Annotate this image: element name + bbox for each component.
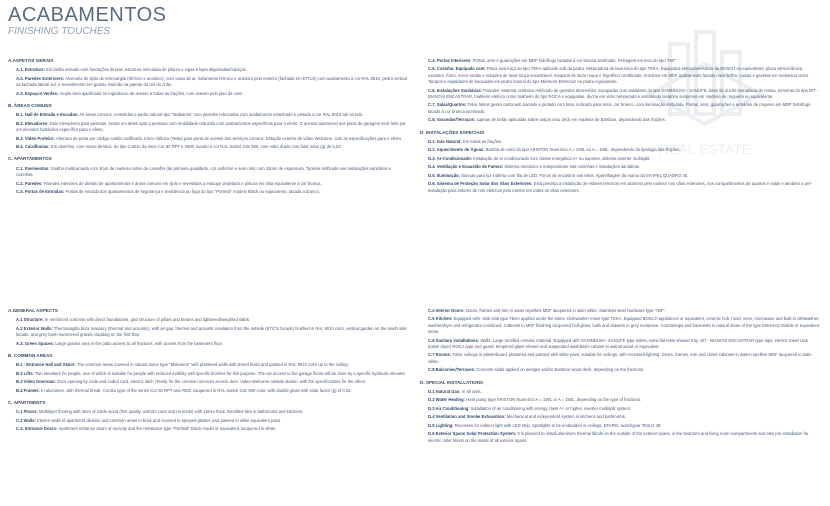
spec-item-text: Heat pump type ARISTON Nuos Evo A = 100L or A = 150L, depending on the type of fractions. (466, 397, 642, 403)
spec-item-text: Lajetas de betão aplicadas sobre calços e/ou deck em madeira de Bamboo, dependendo das frações. (476, 117, 666, 123)
spec-item-text: Multilayer flooring with 3mm of noble wood (first quality, uniform color and no knots) with 15mm thick. Rectified tiles in bathrooms and kitchens. (39, 409, 304, 415)
spec-item (420, 66, 820, 85)
spec-item (8, 341, 408, 347)
spec-item-label: C.1 Floors: (16, 409, 38, 415)
spec-item-text: Two elevators for people, one of which is suitable for people with reduced mobility with specific finishes for this purpose. The car access to the garage floors will be done by a specific hydraulic elevator. (35, 370, 406, 376)
spec-item (420, 117, 820, 123)
spec-item (420, 147, 820, 153)
spec-item (8, 112, 408, 118)
spec-item-text: Instalação de ar condicionado com classe energética A+ ou superior, sistema inverter multisplit. (473, 155, 651, 161)
spec-item (420, 367, 820, 373)
spec-item-label: D.1. Gás Natural: (428, 139, 462, 145)
spec-item-text: Bomba de calor do tipo ARISTON Nuos Evo A = 100L ou A = 150L, dependendo da tipologia das frações. (485, 147, 681, 153)
spec-item-text: In all units. (461, 389, 482, 395)
spec-item-text: Sistema mecânico e independente nas cozinhas e instalações sanitárias. (504, 164, 641, 170)
spec-item-label: A.2 Exterior Walls: (16, 325, 53, 331)
spec-item (8, 379, 408, 385)
spec-item-text: Large garden area in the patio access to all fractions, with access from the basement floor. (55, 340, 223, 346)
spec-item-text: Em todas as frações. (462, 139, 503, 145)
page-title: ACABAMENTOS (8, 4, 167, 26)
spec-item (8, 181, 408, 187)
spec-item-label: B.4 Frames: (16, 387, 40, 393)
spec-item-text: The common areas covered in natural stone type "Moleanos" with plastered walls with tinned finish and painted in RAL 9010 color up to the ceiling. (76, 362, 349, 368)
spec-item (8, 76, 408, 89)
spec-item-text: Thermoargilla brick masonry (thermal and acoustic), with air gap, thermal and acoustic insulation from the outside (ETICS facade) finished in RAL 9010 color, vertical garden on the south side facade, and grey bush-hammered granite cladding on the first floor. (16, 325, 407, 338)
spec-item (8, 409, 408, 415)
spec-item-text: Walls: Large rectified ceramic material. Equipped with SANINDUSA- SANLIFE type toilets, extra flat resin shower tray, WT - BIANCHI ENCASTRAR type taps, electric towel rack (towel dryer) ROCA type and guard, tempered glass shower and suspended washbasin cabinet in walnut wood or equivalent. (428, 337, 808, 350)
spec-item-label: C.5. Cozinha: Equipada com: (428, 66, 486, 72)
spec-item-text: Alvenaria de tijolo de termoargila (térmico e acústico), com caixa de ar, isolamento térmico e acústico pelo exterior (fachada em ETICS) com acabamento a cor RAL 9010, pedra vertical na fachada lateral sul, e revestimento em granito inserido na parede do rés do chão. (16, 75, 408, 88)
spec-item-label: D.5. Iluminação: (428, 172, 461, 178)
spec-item-text: Placa lava loiça do tipo TEKA aplicado sob da pedra. Misturadora de lava loiça do tipo TEKA. Equipados eletrodomésticos da BOSCH ou equivalente, placa vitrocerâmica, exaustor, forno, micro-ondas e máquina de lavar louça encastrável, máquina de lavar roupa e frigorífico combinado. Armários em MDF acabamento lacado meio-brilho, caixas e gavetas em melamina cinza. Tampos e espaldares de bancadas em pedra natural do tipo Mármore Estremoz ou pedra equivalente. (428, 66, 810, 85)
spec-item-label: D.2 Water Heating: (428, 397, 466, 403)
spec-item (8, 317, 408, 323)
portuguese-left-column (8, 58, 408, 198)
spec-item-text: Paredes: Material cerâmico retificado de grandes dimensões. Equipadas com sanitários do tipo SANINDUSA - SANLIFE, base de duche extraplana de resina, torneiras do tipo WT - BIANCHI ENCASTRAR, toalheiro elétrico como toalheiro do tipo ROCA e equipadas, duche em vidro temperado e armário de lavatório suspenso em madeira de nogueira ou equivalente. (428, 87, 819, 100)
spec-item-label: D.1 Natural Gas: (428, 389, 461, 395)
spec-item-text: Doors, frames and trim in water repellent MDF lacquered in satin white. Stainless steel hardware type "INF". (465, 308, 666, 313)
spec-item-text: As áreas comuns, revestidas a pedra natural tipo "Moleanos" com paredes rebocadas com acabamento estanhado e pintado a cor RAL 9010 até ao teto. (79, 112, 364, 118)
spec-item-label: B.2 Lifts: (16, 370, 34, 376)
spec-item-text: Paredes interiores de divisão de apartamentos e áreas comuns em tijolo e revestidas a estuque projetado e pintura em tinta equivalente à cor branca. (43, 180, 322, 186)
spec-item (420, 423, 820, 429)
english-right-column (420, 308, 820, 446)
spec-item (420, 397, 820, 403)
spec-item-label: A.1 Structure: (16, 317, 44, 323)
spec-item (8, 362, 408, 368)
spec-item-text: False ceilings in plasterboard, plastered and painted with white paint, suitable for ceilings, with recessed lighting. Doors, frames, trim and closet cabinets in water repellent MDF lacquered in satin white. (428, 352, 812, 364)
spec-item-label: D.2. Aquecimento de Águas: (428, 147, 485, 153)
spec-item (420, 181, 820, 194)
spec-item-label: A.2. Paredes Exteriores: (16, 75, 65, 81)
spec-item-label: C.7 Rooms: (428, 352, 452, 358)
spec-item-label: D.5 Lighting: (428, 422, 454, 428)
spec-item-text: Soalho multicamada com 3mm de madeira nobre de carvalho (de primeira qualidade, cor uniforme e sem nós) com 15mm de espessura. Tijoleira retificada nas instalações sanitárias e cozinhas. (16, 165, 392, 178)
spec-item (420, 352, 820, 365)
spec-item (420, 316, 820, 335)
spec-item (8, 144, 408, 150)
spec-item-label: C.6. Instalações Sanitárias: (428, 87, 483, 93)
spec-item-label: B.3. Vídeo Porteiro: (16, 135, 55, 141)
spec-item (420, 308, 820, 314)
watermark-brand: REAL ESTATE (658, 141, 752, 157)
spec-item-text: Equipped with: Sink sink type TEKA applied under the stone. Dishwasher mixer type TEKA. Equipped BOSCH appliances or equivalent, ceramic hob, hood, oven, microwave and built-in dishwasher, washer/dryer and refrigerator combined. Cabinets in MDF finishing lacquered half-gloss, hulls and drawers in grey melamine. Countertops and backrests in natural stone of the type Estremoz Marble or equivalent stone. (428, 316, 820, 335)
spec-item-text: Apartment entrance doors of security and fire resistance type "Portinal" Block model or equivalent, lacquered in white. (58, 426, 277, 432)
spec-item-text: In aluminum, with thermal break, Cortizo type of the series Cor 60 RPT and #500, lacquered in RAL Satiné Gris 900 color, with double glass with solar factor (g) of 0.23. (41, 387, 352, 393)
spec-item-label: C.8 Balconies/Terraces: (428, 367, 476, 373)
spec-item (420, 389, 820, 395)
spec-item-text: Está prevista a instalação de estores térmicos em alumínio pelo exterior nos vãos exteriores, nos compartimentos de quartos e salas e também a pré-instalação para estores de rolo elétricos pelo interior em todos os vãos exteriores. (428, 181, 813, 193)
spec-item (8, 418, 408, 424)
spec-item (8, 136, 408, 142)
spec-item (420, 102, 820, 115)
spec-item-label: D.4. Ventilação e Exaustão de Fumos: (428, 164, 504, 170)
spec-item (420, 139, 820, 145)
section-heading: C. APARTAMENTOS (8, 156, 52, 162)
spec-item (8, 388, 408, 394)
spec-item-text: Em alumínio, com rutura térmica, do tipo Cortizo da serie Cor 60 RPT e #500, lacado a cor RAL Satiné Gris 900, com vidro duplo com fator solar (g) de 0,23. (50, 144, 342, 150)
spec-item-label: C.6 Sanitary installations: (428, 337, 480, 343)
spec-item-label: A.1. Estrutura: (16, 67, 45, 73)
spec-item-label: C.3. Portas de Entradas: (16, 189, 65, 195)
spec-item (420, 431, 820, 444)
spec-item (420, 406, 820, 412)
spec-item-label: A.3. Green Spaces: (16, 340, 55, 346)
spec-item-text: Amplo área ajardinada no logradouro de acesso a todas as frações, com acesso pelo piso da cave. (59, 90, 244, 96)
spec-item-label: C.1. Pavimentos: (16, 165, 50, 171)
spec-item-label: D.4 Ventilation and Smoke Exhaustion: (428, 414, 506, 420)
spec-item-label: C.2 Walls: (16, 417, 36, 423)
spec-item-label: C.4. Portas Interiores: (428, 58, 472, 63)
spec-item-text: Recesses for indirect light with LED strip. Spotlights to be embedded in ceilings. EFAPEL switchgear 'ROLO 45'. (454, 422, 663, 428)
section-heading: C. APARTMENTS (8, 400, 46, 406)
section-heading: A.ASPETOS GERAIS (8, 58, 54, 63)
spec-item-text: Em betão armado com fundações diretas, estrutura reticulada de pilares e vigas e lajes aligeiradas/maciças. (46, 67, 247, 73)
spec-item-text: Abertura de porta por código cartão codificado, trinco elétrico (Tesla) para porta de acesso dos serviços comuns. Estação exterior de vídeo Welcome, com as especificações para o efeito. (55, 135, 403, 141)
spec-item-text: It is planned to install aluminum thermal blinds on the outside of the exterior spans, in the bedroom and living room compartments and also pre-installation for electric roller blinds on the inside of all exterior spans. (428, 431, 809, 443)
portuguese-right-column (420, 58, 820, 196)
spec-item-label: C.7. Salas/Quartos: (428, 102, 467, 108)
spec-item-text: Installation of air conditioning with energy class A+ or higher, inverter multisplit system. (470, 405, 632, 411)
spec-item-label: B.3 Video Doorman: (16, 379, 56, 385)
spec-item (8, 189, 408, 195)
spec-item-text: Portas, aros e guarnições em MDF hidrófugo lacadas à cor branca acetinado. Ferragem em inox do tipo "INF". (472, 58, 678, 63)
page-subtitle: FINISHING TOUCHES (8, 26, 111, 37)
english-left-column (8, 308, 408, 435)
spec-item-label: B.2. Elevadores: (16, 120, 49, 126)
spec-item-label: C.5 Kitchen: (428, 316, 453, 322)
spec-item-label: D.3 Air Conditioning: (428, 405, 470, 411)
spec-item-label: D.6 Exterior Spans Solar Protection System: (428, 431, 517, 437)
spec-item-text: Sancas para luz indireta com fita de LED. Focos de encastrar nos tetos. Aparelhagem da marca da EFAPEL QUADRO 45. (461, 172, 689, 178)
spec-item-label: C.3. Entrance Doors: (16, 426, 58, 432)
section-heading: A.GENERAL ASPECTS (8, 308, 58, 313)
spec-item-label: B.1. Hall de Entrada e Escadas: (16, 112, 79, 118)
spec-item-label: B.4. Caixilharias: (16, 144, 50, 150)
spec-item-text: Portas de entrada dos apartamentos de segurança e resistência ao fogo do tipo "Portinal" modelo Block ou equivalente, lacada a branco. (65, 189, 320, 195)
spec-item-label: D.6. Sistema de Proteção Solar dos Vãos Exteriores: (428, 181, 533, 187)
spec-item (420, 58, 820, 64)
spec-item-text: Concrete slabs applied on wedges and/or Bamboo wood deck, depending on the fractions. (476, 367, 645, 373)
spec-item (420, 164, 820, 170)
section-heading: B. ÁREAS COMUNS (8, 103, 52, 109)
spec-item (420, 173, 820, 179)
spec-item (420, 414, 820, 420)
spec-item-text: Interior walls of apartment division and common areas in brick and covered in sprayed plaster, and painted in white equivalent paint. (37, 417, 282, 423)
spec-item-text: Dois elevadores para pessoas, sendo um deles apto a pessoas com mobilidade reduzida com acabamentos específicos para o efeito. O acesso automóvel aos pisos de garagem será feito por um elevador hidráulico específico para o efeito. (16, 120, 406, 133)
spec-item-label: C.2. Paredes: (16, 180, 43, 186)
spec-item-text: Tetos falsos gesso cartonado barrado e pintado com tinta, indicado para tetos, cor branco, com iluminação embutida. Portas, aros, guarnições e armários de roupeiro em MDF hidrófugo lacado à cor branca acetinado. (428, 102, 811, 114)
spec-item-text: Door opening by code and coded card, electric latch (Tesla) for the common services access door. Video Welcome outside station, with the specifications for the effect. (57, 379, 366, 385)
spec-item (8, 326, 408, 339)
spec-item (8, 426, 408, 432)
spec-item (420, 156, 820, 162)
spec-item (8, 121, 408, 134)
section-heading: B. COMMON AREAS (8, 353, 53, 359)
spec-item-label: B.1 - Entrance Hall and Stairs: (16, 362, 76, 368)
section-heading: D. INSTALAÇÕES ESPECIAIS (420, 129, 485, 135)
section-heading: D. SPECIAL INSTALLATIONS (420, 379, 484, 385)
spec-item-text: In reinforced concrete with direct foundations, grid structure of pillars and beams and lightened/weighted slabs. (44, 317, 250, 323)
spec-item-label: D.3. Ar-Condicionado: (428, 155, 473, 161)
spec-item-label: C.4 Interior Doors: (428, 308, 465, 313)
spec-item (8, 371, 408, 377)
spec-item (8, 67, 408, 73)
spec-item (8, 91, 408, 97)
spec-item (420, 88, 820, 101)
spec-item (8, 166, 408, 179)
spec-item (420, 338, 820, 351)
spec-item-text: Mechanical and independent system in kitchens and bathrooms. (506, 414, 626, 420)
spec-item-label: A.3. Espaços Verdes: (16, 90, 59, 96)
spec-item-label: C.8. Varandas/Terraços: (428, 117, 476, 123)
